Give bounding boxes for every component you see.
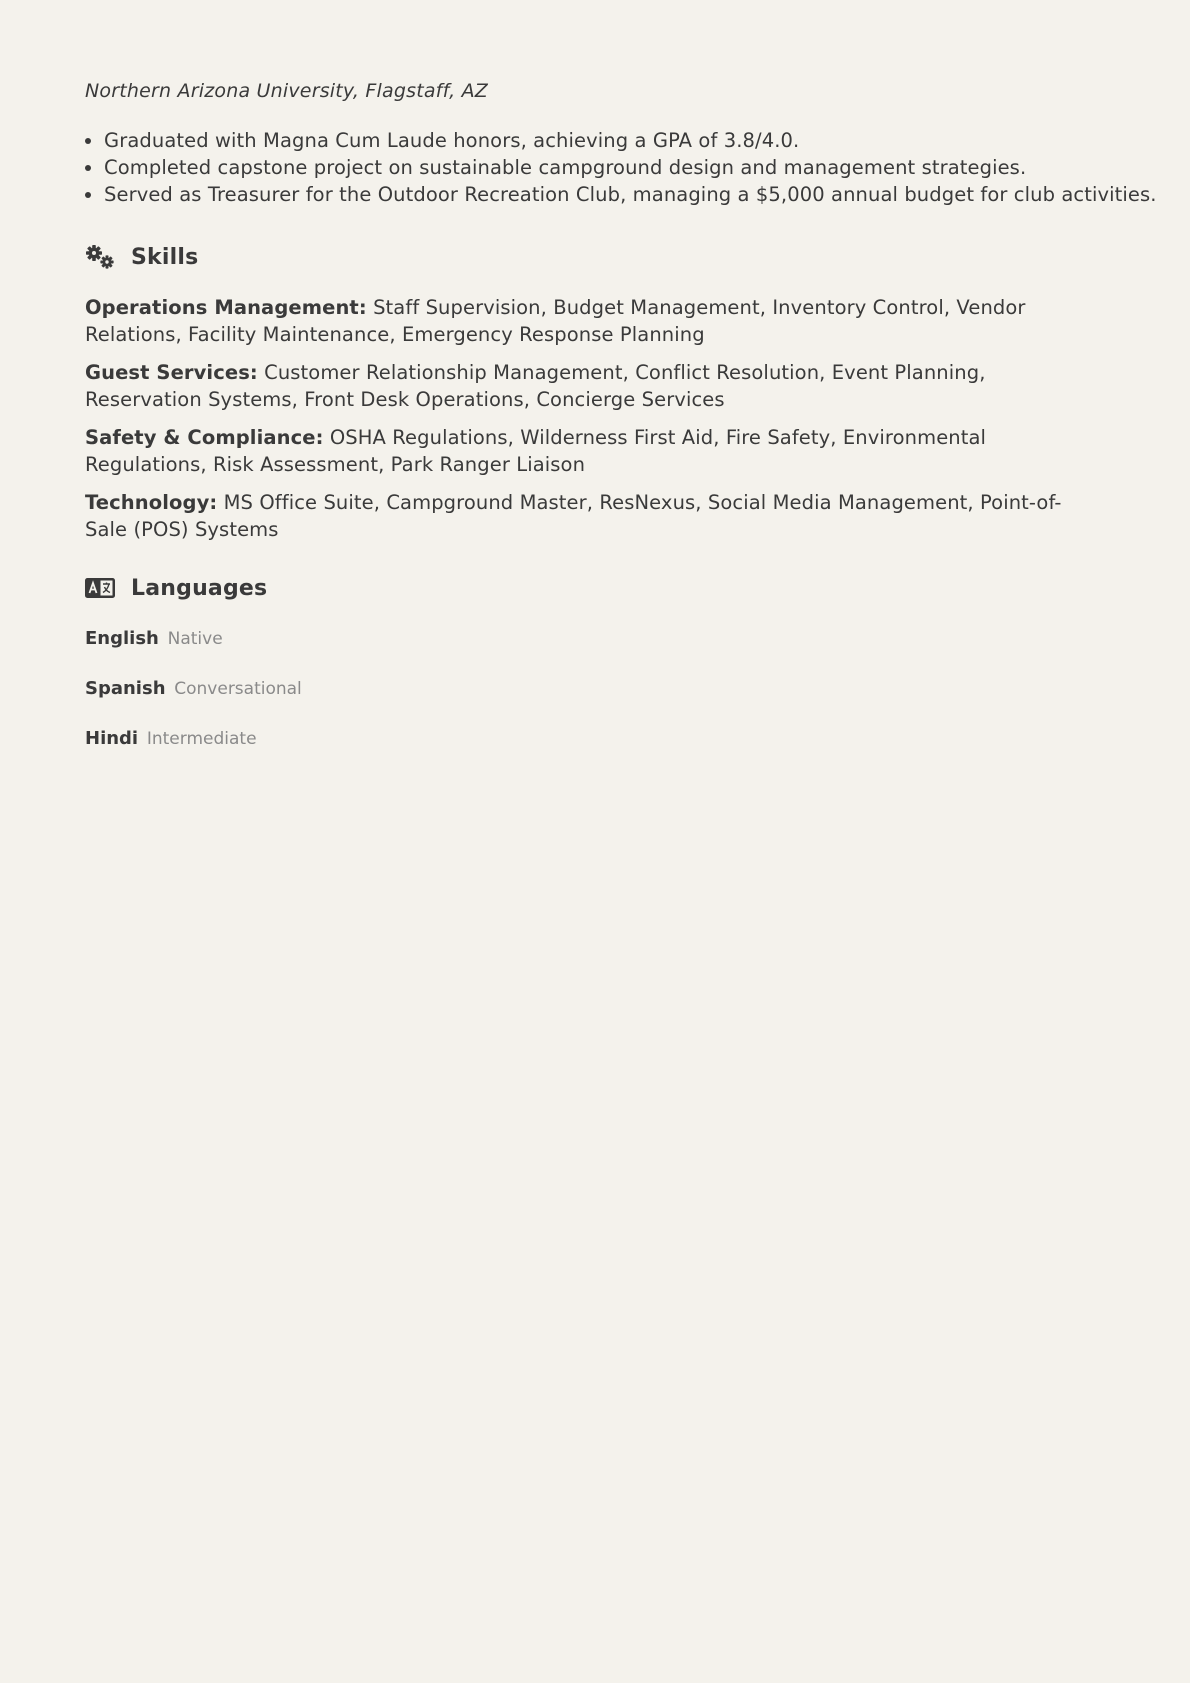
skill-category: Guest Services: bbox=[85, 361, 258, 384]
language-level: Native bbox=[167, 629, 223, 649]
language-row bbox=[85, 628, 223, 649]
language-row bbox=[85, 678, 302, 699]
language-name: Spanish bbox=[85, 678, 166, 699]
skills-heading bbox=[85, 242, 198, 272]
education-bullets bbox=[85, 127, 1157, 208]
education-bullet: • Served as Treasurer for the Outdoor Recreation Club, managing a $5,000 annual budget for club activities. bbox=[104, 181, 1157, 208]
skill-list: Customer Relationship Management, Conflict Resolution, Event Planning, Reservation Systems, Front Desk Operations, Concierge Services bbox=[85, 361, 986, 411]
skill-list: Staff Supervision, Budget Management, Inventory Control, Vendor Relations, Facility Maintenance, Emergency Response Planning bbox=[85, 296, 1026, 346]
education-institution: Northern Arizona University, Flagstaff, AZ bbox=[85, 80, 489, 102]
languages-title: Languages bbox=[131, 575, 268, 601]
languages-heading bbox=[85, 573, 267, 603]
skill-list: MS Office Suite, Campground Master, ResNexus, Social Media Management, Point-of-Sale (POS) Systems bbox=[85, 491, 1062, 541]
language-name: English bbox=[85, 628, 159, 649]
education-bullet: • Graduated with Magna Cum Laude honors, achieving a GPA of 3.8/4.0. bbox=[104, 127, 1157, 154]
skill-row bbox=[85, 294, 1095, 348]
education-bullet: • Completed capstone project on sustainable campground design and management strategies. bbox=[104, 154, 1157, 181]
cogs-icon bbox=[85, 244, 115, 270]
skill-row bbox=[85, 424, 1095, 478]
language-icon bbox=[85, 575, 115, 601]
skills-title: Skills bbox=[131, 244, 199, 270]
skill-list: OSHA Regulations, Wilderness First Aid, Fire Safety, Environmental Regulations, Risk Assessment, Park Ranger Liaison bbox=[85, 426, 987, 476]
language-level: Conversational bbox=[174, 679, 302, 699]
skill-category: Operations Management: bbox=[85, 296, 367, 319]
skill-category: Safety & Compliance: bbox=[85, 426, 324, 449]
skill-row bbox=[85, 489, 1095, 543]
language-level: Intermediate bbox=[146, 729, 257, 749]
language-name: Hindi bbox=[85, 728, 139, 749]
skill-row bbox=[85, 359, 1095, 413]
skill-category: Technology: bbox=[85, 491, 218, 514]
language-row bbox=[85, 728, 257, 749]
